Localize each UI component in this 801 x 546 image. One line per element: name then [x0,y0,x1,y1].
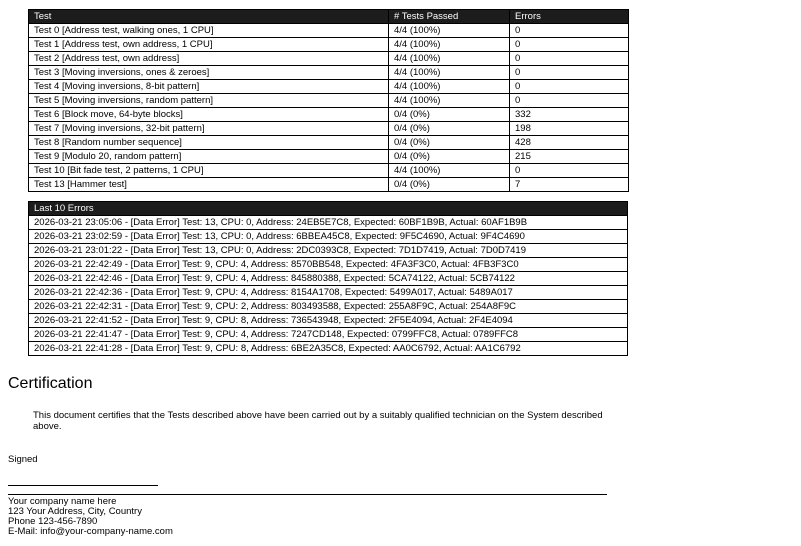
test-name: Test 6 [Block move, 64-byte blocks] [29,108,389,122]
error-count: 7 [510,178,629,192]
test-name: Test 5 [Moving inversions, random pattern] [29,94,389,108]
error-count: 0 [510,94,629,108]
error-entry: 2026-03-21 22:42:36 - [Data Error] Test: 9, CPU: 4, Address: 8154A1708, Expected: 5499A017, Actual: 5489A017 [29,286,628,300]
error-count: 428 [510,136,629,150]
tests-passed: 4/4 (100%) [389,38,510,52]
tests-passed: 4/4 (100%) [389,94,510,108]
table-row [29,258,628,272]
error-count: 215 [510,150,629,164]
test-name: Test 10 [Bit fade test, 2 patterns, 1 CPU] [29,164,389,178]
test-name: Test 4 [Moving inversions, 8-bit pattern] [29,80,389,94]
table-row [29,230,628,244]
table-row [29,108,629,122]
footer-divider [8,494,607,495]
certification-text: This document certifies that the Tests described above have been carried out by a suitably qualified technician on the System described above. [33,410,603,432]
table-row [29,216,628,230]
error-entry: 2026-03-21 22:42:31 - [Data Error] Test: 9, CPU: 2, Address: 803493588, Expected: 255A8F9C, Actual: 254A8F9C [29,300,628,314]
error-entry: 2026-03-21 23:02:59 - [Data Error] Test: 13, CPU: 0, Address: 6BBEA45C8, Expected: 9F5C4690, Actual: 9F4C4690 [29,230,628,244]
error-entry: 2026-03-21 22:41:28 - [Data Error] Test: 9, CPU: 8, Address: 6BE2A35C8, Expected: AA0C6792, Actual: AA1C6792 [29,342,628,356]
test-results-table [28,9,629,192]
table-row [29,52,629,66]
error-entry: 2026-03-21 22:42:49 - [Data Error] Test: 9, CPU: 4, Address: 8570BB548, Expected: 4FA3F3C0, Actual: 4FB3F3C0 [29,258,628,272]
test-name: Test 13 [Hammer test] [29,178,389,192]
signature-line [8,485,158,486]
error-count: 0 [510,24,629,38]
company-address: 123 Your Address, City, Country [8,506,142,517]
table-row [29,272,628,286]
table-row [29,342,628,356]
error-count: 0 [510,38,629,52]
table-header-row [29,202,628,216]
signed-label: Signed [8,454,38,465]
error-entry: 2026-03-21 23:01:22 - [Data Error] Test: 13, CPU: 0, Address: 2DC0393C8, Expected: 7D1D7419, Actual: 7D0D7419 [29,244,628,258]
error-entry: 2026-03-21 23:05:06 - [Data Error] Test: 13, CPU: 0, Address: 24EB5E7C8, Expected: 60BF1B9B, Actual: 60AF1B9B [29,216,628,230]
error-entry: 2026-03-21 22:42:46 - [Data Error] Test: 9, CPU: 4, Address: 845880388, Expected: 5CA74122, Actual: 5CB74122 [29,272,628,286]
table-row [29,328,628,342]
company-email: E-Mail: info@your-company-name.com [8,526,173,537]
tests-passed: 4/4 (100%) [389,52,510,66]
error-count: 198 [510,122,629,136]
test-name: Test 0 [Address test, walking ones, 1 CPU] [29,24,389,38]
test-name: Test 8 [Random number sequence] [29,136,389,150]
tests-passed: 0/4 (0%) [389,108,510,122]
table-row [29,122,629,136]
error-entry: 2026-03-21 22:41:52 - [Data Error] Test: 9, CPU: 8, Address: 736543948, Expected: 2F5E4094, Actual: 2F4E4094 [29,314,628,328]
table-row [29,80,629,94]
tests-passed: 4/4 (100%) [389,164,510,178]
company-phone: Phone 123-456-7890 [8,516,98,527]
table-row [29,38,629,52]
test-name: Test 7 [Moving inversions, 32-bit pattern] [29,122,389,136]
error-count: 0 [510,52,629,66]
error-count: 0 [510,164,629,178]
test-name: Test 1 [Address test, own address, 1 CPU] [29,38,389,52]
table-row [29,164,629,178]
header-errors: Errors [510,10,629,24]
table-row [29,66,629,80]
table-header-row [29,10,629,24]
tests-passed: 4/4 (100%) [389,24,510,38]
certification-title: Certification [8,375,93,392]
tests-passed: 4/4 (100%) [389,80,510,94]
header-tests-passed: # Tests Passed [389,10,510,24]
error-count: 332 [510,108,629,122]
tests-passed: 0/4 (0%) [389,136,510,150]
table-row [29,150,629,164]
error-count: 0 [510,66,629,80]
table-row [29,24,629,38]
table-row [29,136,629,150]
table-row [29,94,629,108]
table-row [29,314,628,328]
table-row [29,286,628,300]
test-name: Test 9 [Modulo 20, random pattern] [29,150,389,164]
test-name: Test 2 [Address test, own address] [29,52,389,66]
test-name: Test 3 [Moving inversions, ones & zeroes] [29,66,389,80]
table-row [29,244,628,258]
tests-passed: 4/4 (100%) [389,66,510,80]
error-entry: 2026-03-21 22:41:47 - [Data Error] Test: 9, CPU: 4, Address: 7247CD148, Expected: 0799FFC8, Actual: 0789FFC8 [29,328,628,342]
company-footer [8,497,173,537]
table-row [29,300,628,314]
header-test: Test [29,10,389,24]
tests-passed: 0/4 (0%) [389,178,510,192]
company-name: Your company name here [8,496,117,507]
tests-passed: 0/4 (0%) [389,122,510,136]
tests-passed: 0/4 (0%) [389,150,510,164]
error-count: 0 [510,80,629,94]
last-errors-table [28,201,628,356]
header-last-errors: Last 10 Errors [29,202,628,216]
table-row [29,178,629,192]
